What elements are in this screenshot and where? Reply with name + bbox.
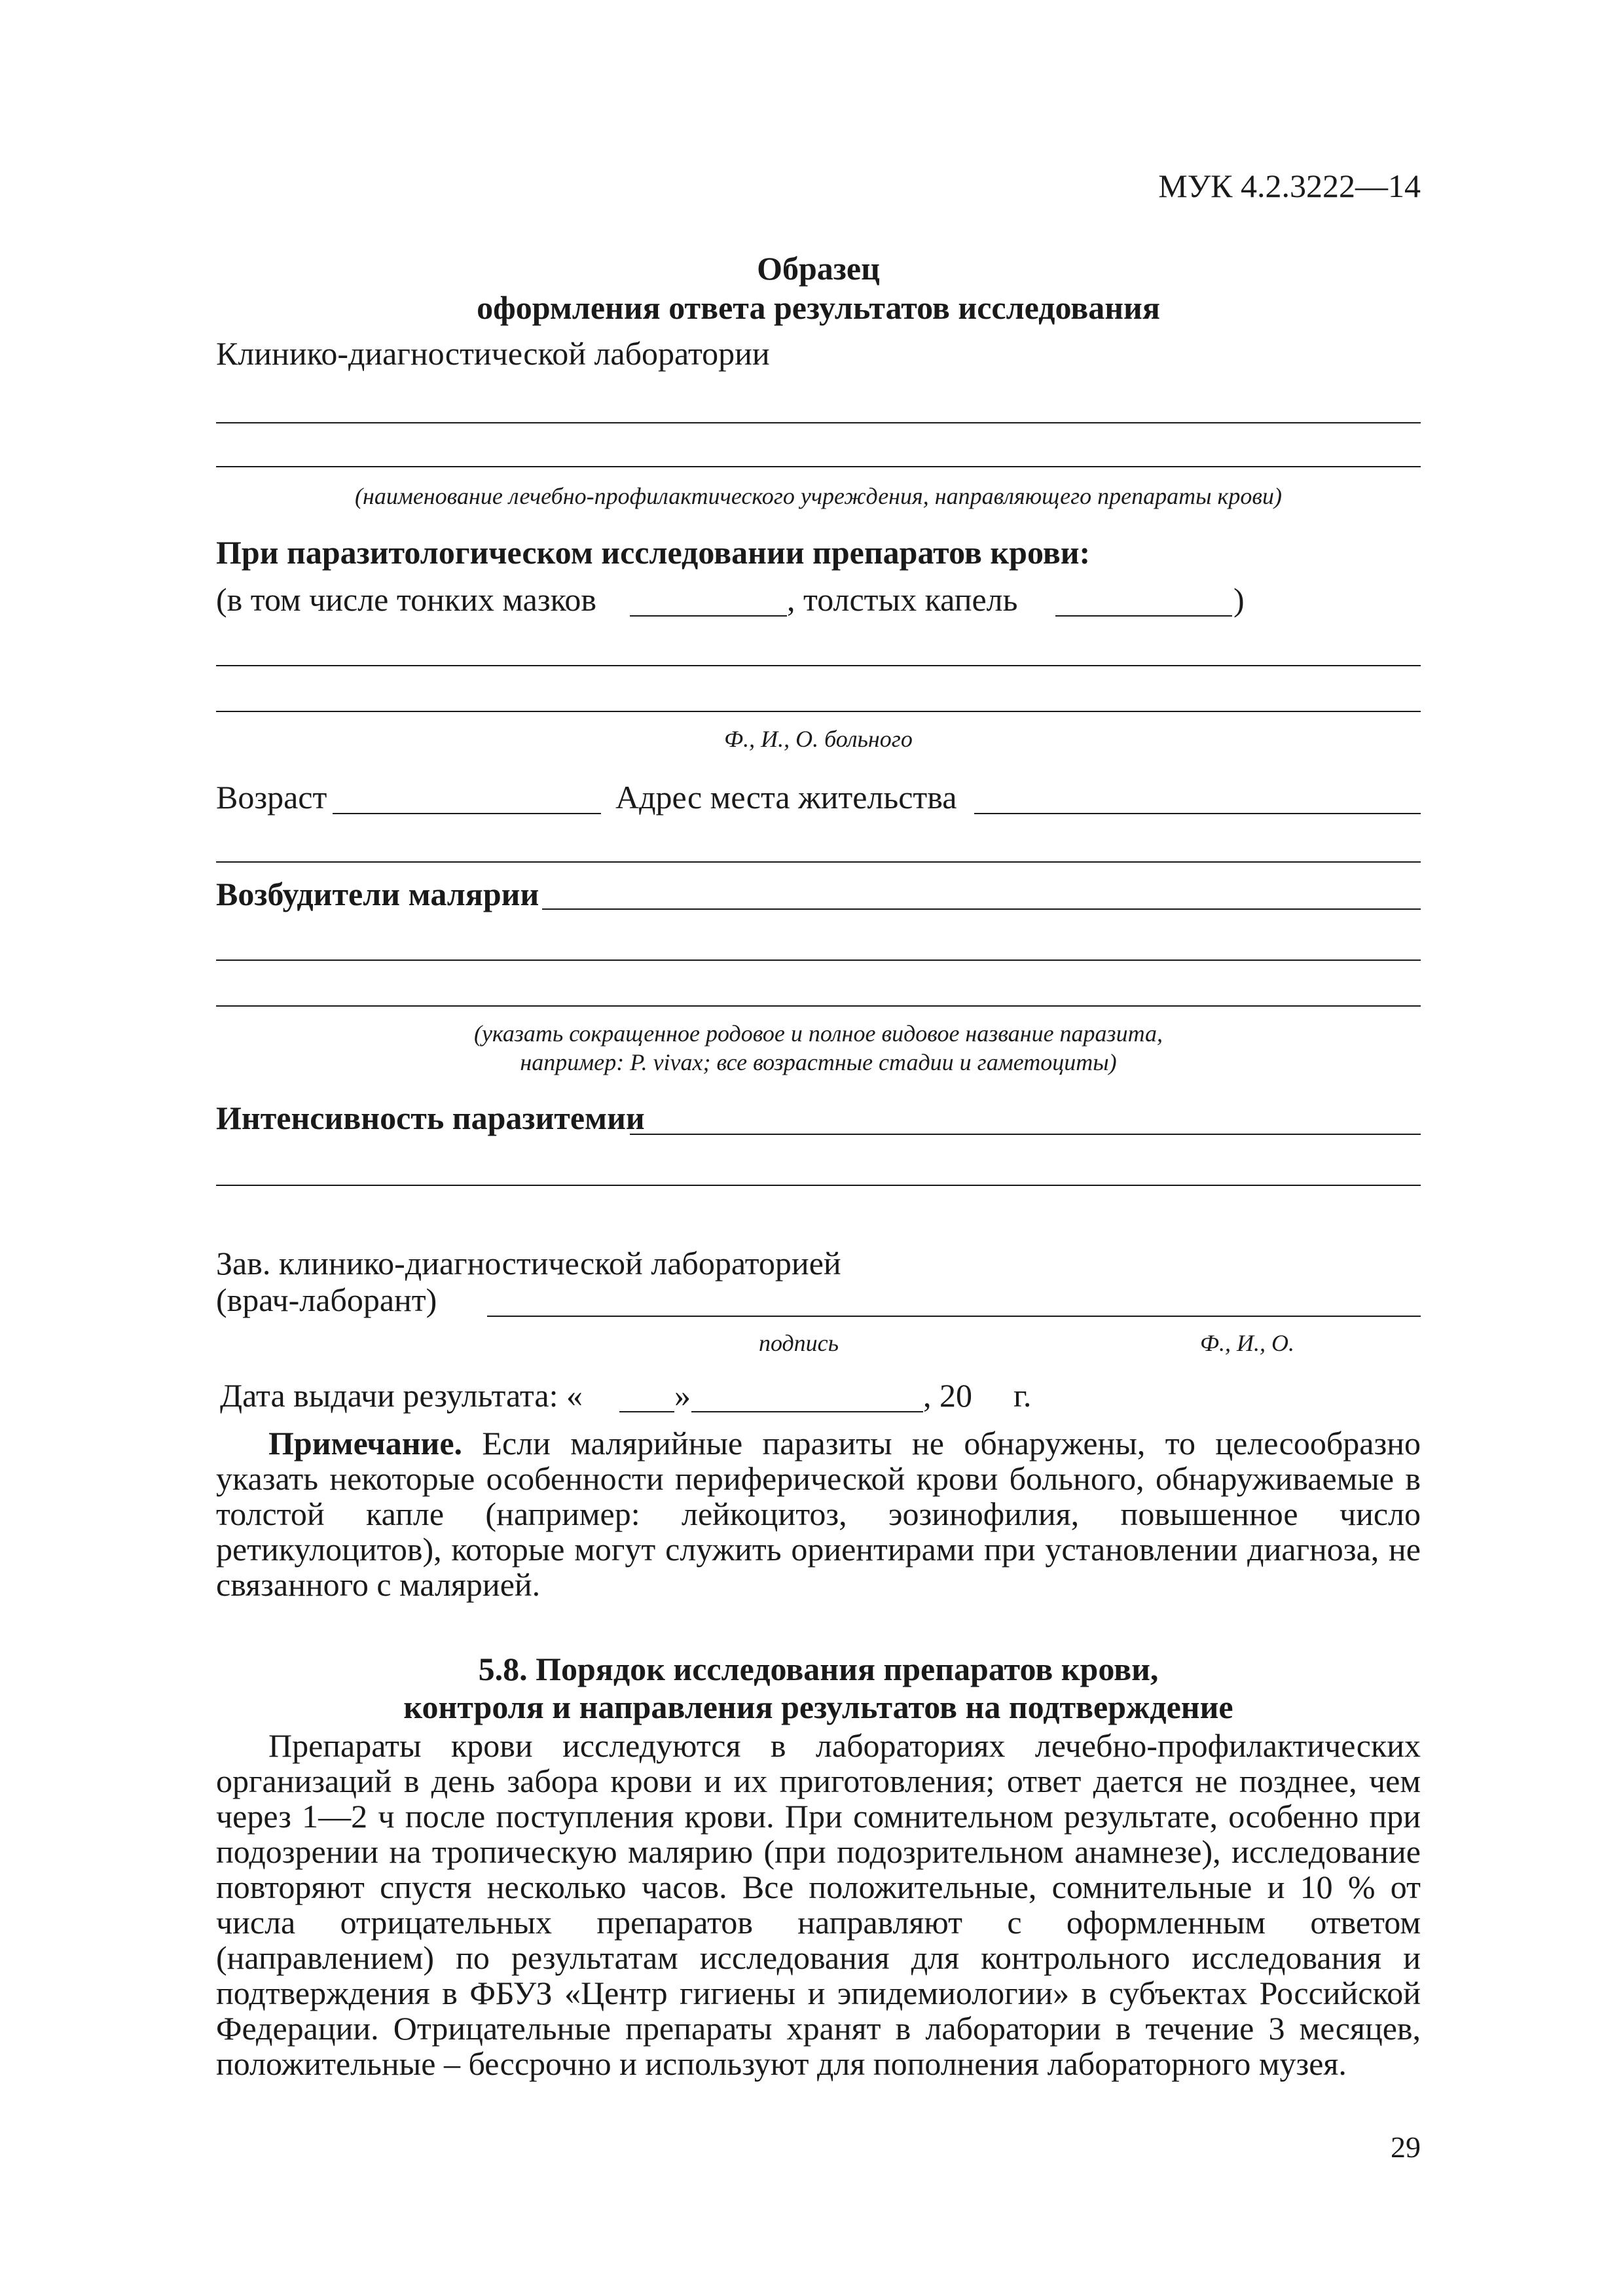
pathogens-line-3[interactable] [216,1005,1421,1007]
signature-caption: подпись [758,1330,839,1356]
section-heading-line-2: контроля и направления результатов на подтверждение [403,1689,1233,1725]
head-of-lab-label: Зав. клинико-диагностической лабораторией [216,1245,841,1282]
address-line-2[interactable] [216,861,1421,863]
smears-label: (в том числе тонких мазков [216,581,596,618]
pathogens-caption-1: (указать сокращенное родовое и полное видовое название паразита, [473,1020,1163,1047]
address-label: Адрес места жительства [615,779,957,816]
note-text: Если малярийные паразиты не обнаружены, то целесообразно указать некоторые особенности периферической крови больного, обнаруживаемые в толстой капле (например: лейкоцитоз, эозинофилия, повышенное число ретикулоцитов), которые могут служить ориентирами при установлении диагноза, не связанного с малярией. [216,1425,1421,1603]
note-label: Примечание. [268,1425,463,1462]
pathogens-caption-2: например: P. vivax; все возрастные стадии и гаметоциты) [520,1049,1117,1075]
document-code: МУК 4.2.3222—14 [1158,168,1421,204]
date-year-suffix: г. [1013,1377,1032,1414]
form-title: Образец [757,250,880,287]
lab-technician-label: (врач-лаборант) [216,1282,437,1318]
intensity-field[interactable] [630,1134,1421,1135]
patient-line-1[interactable] [216,665,1421,666]
institution-caption: (наименование лечебно-профилактического учреждения, направляющего препараты крови) [355,483,1282,509]
date-day-field[interactable] [619,1411,674,1412]
institution-line-1 [216,422,1421,423]
section-heading-line-1: 5.8. Порядок исследования препаратов крови, [478,1651,1159,1687]
patient-line-2[interactable] [216,711,1421,712]
parasitology-heading: При паразитологическом исследовании препаратов крови: [216,534,1091,571]
institution-line-2 [216,466,1421,467]
intensity-line-2[interactable] [216,1185,1421,1186]
pathogens-field[interactable] [542,908,1421,910]
age-field[interactable] [333,813,601,814]
note-paragraph [216,1426,1421,1602]
intensity-label: Интенсивность паразитемии [216,1100,645,1136]
page-number: 29 [1391,2130,1421,2164]
date-year-prefix: , 20 [923,1377,972,1414]
date-quote-close: » [674,1377,691,1414]
signature-field[interactable] [487,1316,1421,1317]
address-field[interactable] [974,813,1421,814]
date-label: Дата выдачи результата: « [220,1377,583,1414]
age-label: Возраст [216,779,327,816]
name-caption: Ф., И., О. [1200,1330,1294,1356]
drops-close-paren: ) [1233,581,1245,618]
date-month-field[interactable] [691,1411,923,1412]
drops-field[interactable] [1055,615,1232,617]
form-subtitle: оформления ответа результатов исследования [477,289,1160,326]
pathogens-label: Возбудители малярии [216,876,539,912]
section-body: Препараты крови исследуются в лабораториях лечебно-профилактических организаций в день забора крови и их приготовления; ответ дается не позднее, чем через 1—2 ч после поступления крови. При сомнительном результате, особенно при подозрении на тропическую малярию (при подозрительном анамнезе), исследование повторяют спустя несколько часов. Все положительные, сомнительные и 10 % от числа отрицательных препаратов направляют с оформленным ответом (направлением) по результатам исследования для контрольного исследования и подтверждения в ФБУЗ «Центр гигиены и эпидемиологии» в субъектах Российской Федерации. Отрицательные препараты хранят в лаборатории в течение 3 месяцев, положительные – бессрочно и используют для пополнения лабораторного музея. [216,1727,1421,2082]
lab-label: Клинико-диагностической лаборатории [216,335,770,372]
drops-label: , толстых капель [787,581,1018,618]
smears-field[interactable] [630,615,787,617]
patient-caption: Ф., И., О. больного [724,726,913,752]
pathogens-line-2[interactable] [216,960,1421,961]
